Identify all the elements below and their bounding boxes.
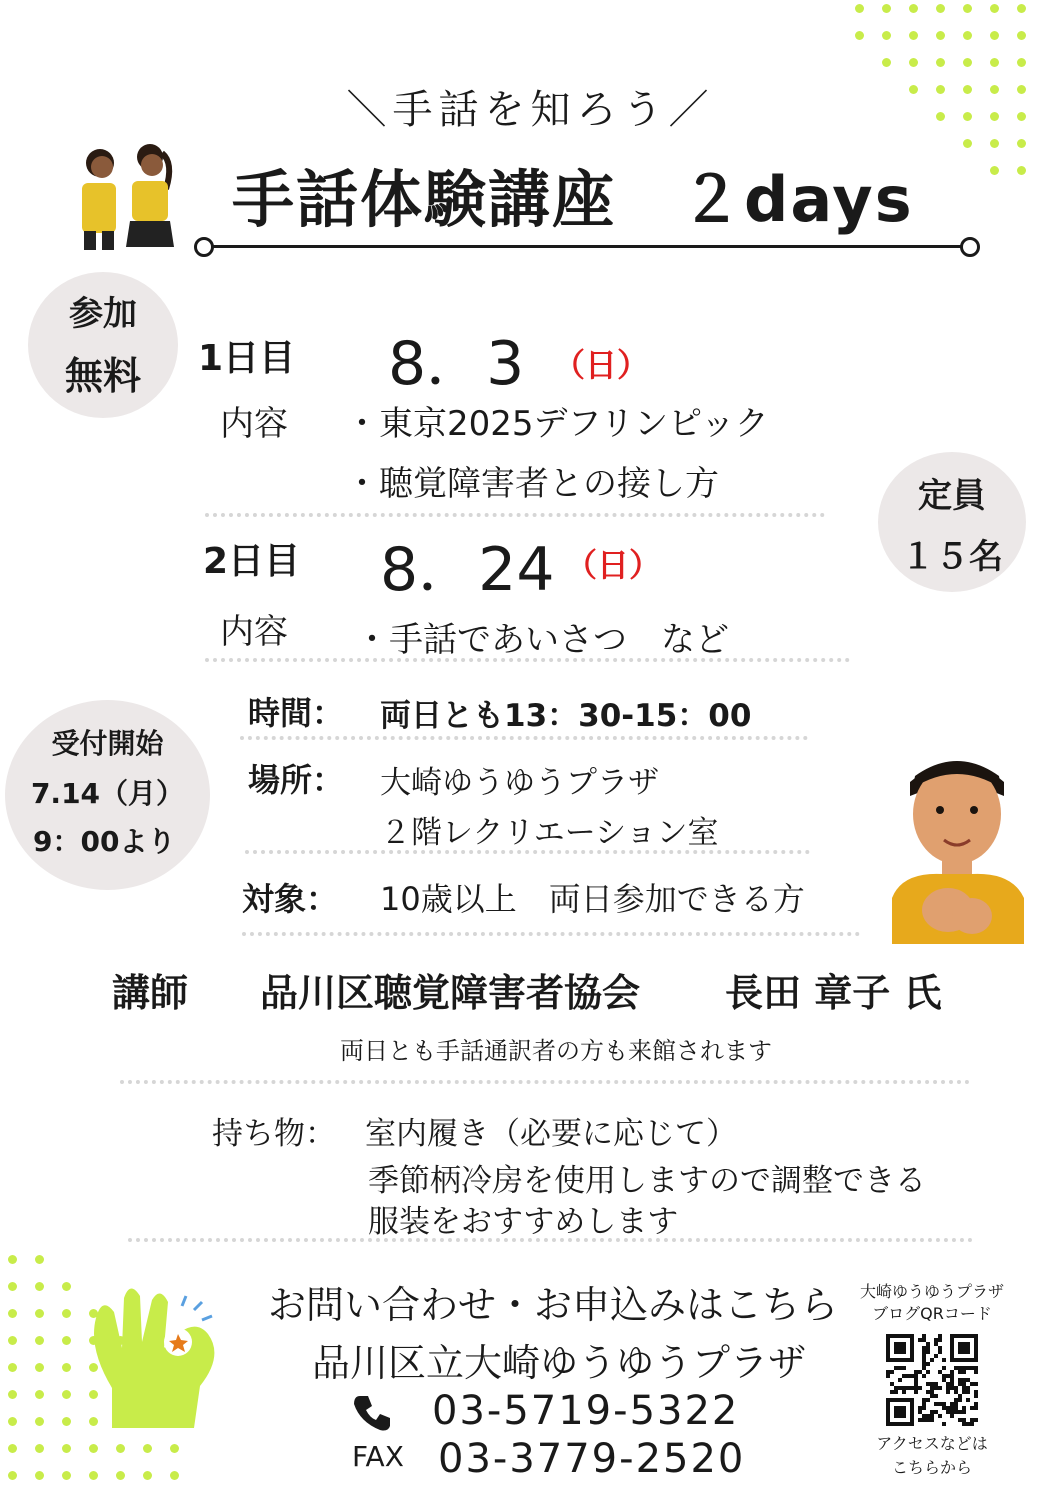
qr-caption-top-line1: 大崎ゆうゆうプラザ	[859, 1282, 1004, 1301]
decor-dot	[62, 1444, 71, 1453]
decor-dot	[1017, 58, 1026, 67]
decor-dot	[8, 1444, 17, 1453]
phone-number[interactable]: 03-5719-5322	[432, 1388, 740, 1434]
qr-caption-bottom-line2: こちらから	[891, 1458, 972, 1477]
registration-badge-line2: 7.14（月）	[30, 777, 185, 810]
decor-dot	[963, 31, 972, 40]
separator	[245, 850, 810, 854]
day2-content-label: 内容	[220, 612, 288, 652]
registration-badge-line3: 9：00より	[33, 825, 176, 858]
decor-dot	[882, 58, 891, 67]
decor-dot	[8, 1417, 17, 1426]
decor-dot	[62, 1282, 71, 1291]
decor-dot	[8, 1471, 17, 1480]
decor-dot	[1017, 31, 1026, 40]
qr-caption-top-line2: ブログQRコード	[872, 1304, 992, 1323]
separator	[120, 1080, 970, 1084]
decor-dot	[909, 58, 918, 67]
ok-hand-illustration	[82, 1278, 232, 1438]
day2-item-1: ・手話であいさつ など	[355, 620, 729, 660]
decor-dot	[62, 1417, 71, 1426]
decor-dot	[8, 1336, 17, 1345]
decor-dot	[990, 31, 999, 40]
day2-date: 8．24	[380, 535, 555, 605]
decor-dot	[35, 1282, 44, 1291]
decor-dot	[143, 1471, 152, 1480]
decor-dot	[62, 1309, 71, 1318]
qr-caption-top	[838, 1281, 1026, 1325]
decor-dot	[89, 1444, 98, 1453]
separator	[242, 932, 860, 936]
capacity-badge-line1: 定員	[918, 476, 986, 516]
decor-dot	[1017, 4, 1026, 13]
decor-dot	[963, 4, 972, 13]
decor-dot	[35, 1444, 44, 1453]
title-underline	[204, 245, 974, 248]
decor-dot	[936, 4, 945, 13]
interpreter-note: 両日とも手話通訳者の方も来館されます	[340, 1037, 772, 1065]
instructor-label: 講師	[112, 971, 189, 1015]
people-illustration	[70, 135, 180, 250]
decor-dot	[35, 1390, 44, 1399]
decor-dot	[62, 1471, 71, 1480]
capacity-badge	[878, 452, 1026, 592]
decor-dot	[8, 1390, 17, 1399]
fax-number: 03-3779-2520	[438, 1436, 746, 1482]
phone-icon	[352, 1392, 392, 1432]
decor-dot	[35, 1336, 44, 1345]
day1-label: 1日目	[198, 338, 296, 379]
decor-dot	[170, 1444, 179, 1453]
belongings-label: 持ち物：	[212, 1116, 336, 1152]
decor-dot	[62, 1390, 71, 1399]
qr-caption-bottom	[838, 1432, 1026, 1480]
belongings-line-2: 季節柄冷房を使用しますので調整できる	[368, 1163, 926, 1199]
place-label: 場所：	[248, 761, 345, 799]
decor-dot	[8, 1363, 17, 1372]
free-badge	[28, 272, 178, 418]
subtitle: ＼手話を知ろう／	[346, 87, 715, 133]
decor-dot	[855, 31, 864, 40]
decor-dot	[963, 139, 972, 148]
page-title: 手話体験講座 ２days	[232, 163, 914, 236]
target-value: 10歳以上 両日参加できる方	[380, 880, 805, 918]
instructor-name: 長田 章子 氏	[725, 971, 942, 1015]
separator	[240, 736, 808, 740]
contact-heading: お問い合わせ・お申込みはこちら	[268, 1283, 839, 1327]
registration-badge-line1: 受付開始	[51, 727, 164, 760]
decor-dot	[963, 58, 972, 67]
decor-dot	[990, 4, 999, 13]
day2-label: 2日目	[203, 541, 301, 582]
time-value: 両日とも13：30-15：00	[380, 698, 752, 734]
decor-dot	[170, 1471, 179, 1480]
signer-illustration	[888, 748, 1028, 944]
decor-dot	[143, 1444, 152, 1453]
time-label: 時間：	[248, 694, 345, 732]
free-badge-line1: 参加	[69, 294, 137, 334]
target-label: 対象：	[242, 880, 339, 918]
decor-dot	[62, 1336, 71, 1345]
decor-dot	[116, 1444, 125, 1453]
decor-dot	[990, 166, 999, 175]
capacity-badge-line2: １５名	[901, 537, 1003, 577]
decor-dot	[116, 1471, 125, 1480]
fax-label: FAX	[352, 1440, 404, 1473]
qr-code[interactable]	[886, 1334, 978, 1426]
decor-dot	[936, 58, 945, 67]
belongings-line-3: 服装をおすすめします	[368, 1204, 679, 1240]
decor-dot	[990, 139, 999, 148]
decor-dot	[35, 1471, 44, 1480]
decor-dot	[936, 31, 945, 40]
day2-weekday: （日）	[565, 546, 662, 584]
decor-dot	[8, 1255, 17, 1264]
free-badge-line2: 無料	[64, 354, 141, 398]
title-underline-end-left	[194, 237, 214, 257]
decor-dot	[35, 1309, 44, 1318]
title-underline-end-right	[960, 237, 980, 257]
decor-dot	[990, 58, 999, 67]
decor-dot	[882, 4, 891, 13]
decor-dot	[882, 31, 891, 40]
decor-dot	[35, 1255, 44, 1264]
decor-dot	[35, 1417, 44, 1426]
day1-item-1: ・東京2025デフリンピック	[345, 404, 769, 444]
decor-dot	[909, 31, 918, 40]
decor-dot	[62, 1363, 71, 1372]
belongings-line-1: 室内履き（必要に応じて）	[365, 1116, 737, 1152]
qr-caption-bottom-line1: アクセスなどは	[876, 1434, 988, 1453]
instructor-org: 品川区聴覚障害者協会	[260, 971, 641, 1015]
contact-org: 品川区立大崎ゆうゆうプラザ	[312, 1341, 807, 1385]
day1-content-label: 内容	[220, 404, 288, 444]
separator	[205, 658, 850, 662]
decor-dot	[89, 1471, 98, 1480]
decor-dot	[1017, 166, 1026, 175]
separator	[205, 513, 825, 517]
decor-dot	[909, 4, 918, 13]
decor-dot	[8, 1309, 17, 1318]
day1-item-2: ・聴覚障害者との接し方	[345, 464, 719, 504]
decor-dot	[8, 1282, 17, 1291]
decor-dot	[855, 4, 864, 13]
day1-weekday: （日）	[553, 346, 650, 384]
place-value-line1: 大崎ゆうゆうプラザ	[380, 765, 659, 801]
decor-dot	[1017, 139, 1026, 148]
place-value-line2: ２階レクリエーション室	[380, 815, 719, 851]
day1-date: 8．3	[388, 329, 525, 399]
separator	[128, 1238, 973, 1242]
decor-dot	[35, 1363, 44, 1372]
registration-badge	[5, 700, 210, 890]
